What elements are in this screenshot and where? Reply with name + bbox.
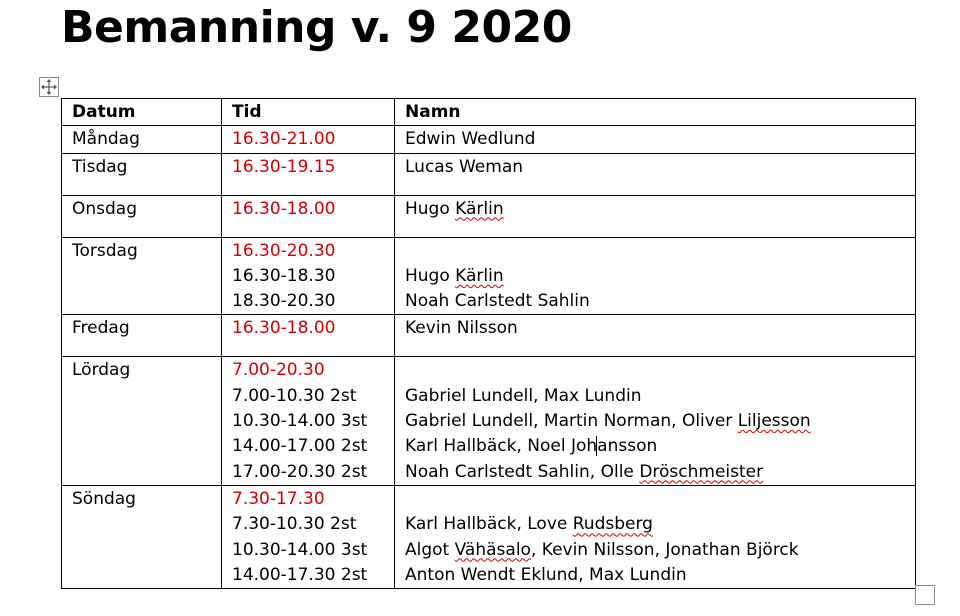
table-row [62,357,916,485]
time-cell[interactable] [222,195,395,237]
time-entry: 7.30-10.30 2st [232,514,357,535]
table-row [62,485,916,588]
names-cell[interactable] [395,485,916,588]
table-row [62,153,916,195]
time-entry: 18.30-20.30 [232,291,336,312]
names-entry [405,239,906,264]
day-cell[interactable]: Söndag [62,485,222,588]
document-title: Bemanning v. 9 2020 [61,2,572,53]
day-cell[interactable]: Torsdag [62,237,222,315]
names-entry: Noah Carlstedt Sahlin [405,291,590,312]
staffing-table [61,98,916,589]
time-cell[interactable] [222,315,395,357]
time-entry: 10.30-14.00 3st [232,539,368,560]
names-cell[interactable] [395,237,916,315]
time-entry: 16.30-20.30 [232,240,336,261]
header-namn[interactable]: Namn [395,99,916,126]
time-entry: 16.30-18.00 [232,318,336,339]
names-entry: Hugo Kärlin [405,265,504,286]
time-entry: 10.30-14.00 3st [232,411,368,432]
table-row [62,315,916,357]
time-entry: 14.00-17.00 2st [232,436,368,457]
names-cell[interactable] [395,315,916,357]
names-entry: Hugo Kärlin [405,198,504,219]
time-cell[interactable] [222,153,395,195]
time-entry: 7.00-10.30 2st [232,385,357,406]
time-entry: 16.30-19.15 [232,156,336,177]
day-cell[interactable]: Lördag [62,357,222,485]
header-tid[interactable]: Tid [222,99,395,126]
table-row [62,195,916,237]
names-entry [405,358,906,383]
names-cell[interactable] [395,153,916,195]
table-resize-handle-icon[interactable] [915,585,935,605]
names-entry: Lucas Weman [405,156,524,177]
names-entry [405,487,906,512]
names-cell[interactable] [395,195,916,237]
time-entry: 16.30-21.00 [232,129,336,150]
names-entry: Gabriel Lundell, Martin Norman, Oliver Liljesson [405,411,811,432]
time-entry: 17.00-20.30 2st [232,461,368,482]
names-cell[interactable] [395,357,916,485]
names-cell[interactable] [395,126,916,153]
time-cell[interactable] [222,485,395,588]
time-entry: 7.00-20.30 [232,360,325,381]
time-entry: 16.30-18.00 [232,198,336,219]
time-entry: 7.30-17.30 [232,488,325,509]
table-row [62,237,916,315]
names-entry: Karl Hallbäck, Noel Johansson [405,436,658,457]
time-cell[interactable] [222,126,395,153]
day-cell[interactable]: Fredag [62,315,222,357]
table-header-row [62,99,916,126]
day-cell[interactable]: Onsdag [62,195,222,237]
names-entry: Edwin Wedlund [405,129,536,150]
day-cell[interactable]: Tisdag [62,153,222,195]
day-cell[interactable]: Måndag [62,126,222,153]
names-entry: Anton Wendt Eklund, Max Lundin [405,564,687,585]
time-entry: 14.00-17.30 2st [232,564,368,585]
time-cell[interactable] [222,357,395,485]
table-move-handle-icon[interactable] [39,77,59,97]
names-entry: Kevin Nilsson [405,318,518,339]
table-row [62,126,916,153]
header-datum[interactable]: Datum [62,99,222,126]
names-entry: Algot Vähäsalo, Kevin Nilsson, Jonathan Björck [405,539,799,560]
names-entry: Noah Carlstedt Sahlin, Olle Dröschmeister [405,461,764,482]
names-entry: Gabriel Lundell, Max Lundin [405,385,642,406]
time-cell[interactable] [222,237,395,315]
names-entry: Karl Hallbäck, Love Rudsberg [405,514,653,535]
time-entry: 16.30-18.30 [232,265,336,286]
